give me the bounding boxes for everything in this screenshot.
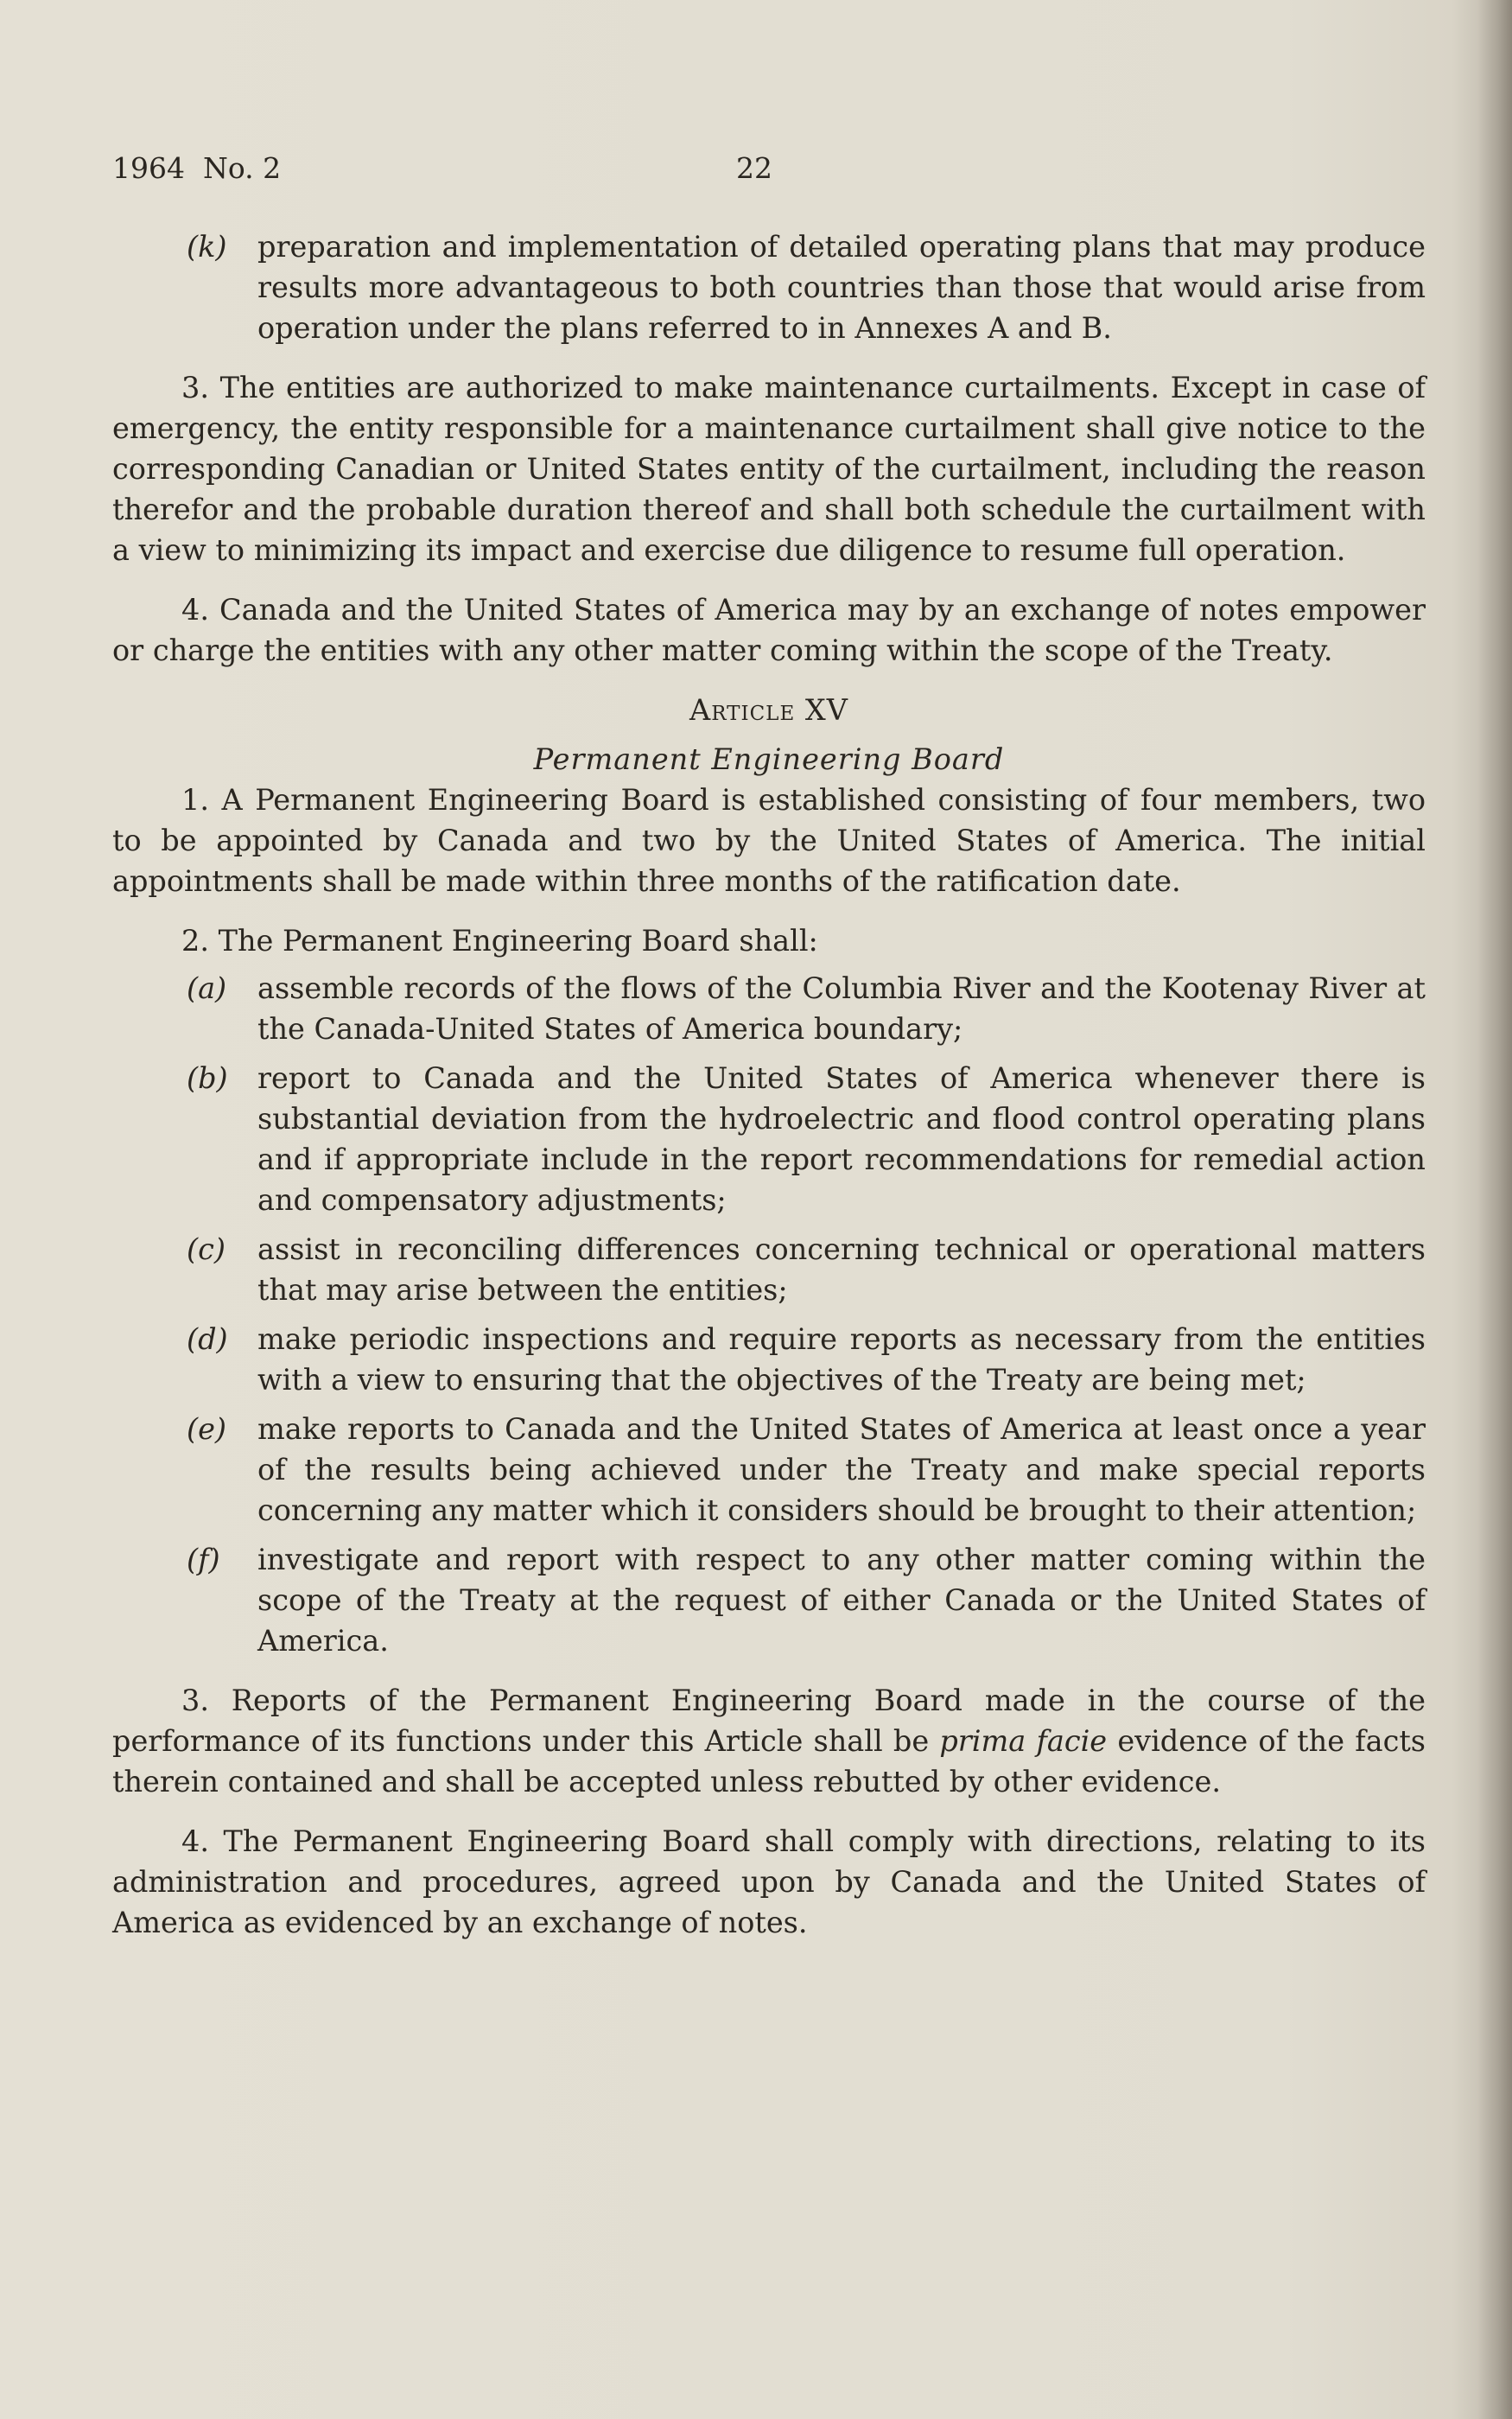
item-text: assemble records of the flows of the Columbia River and the Kootenay River at the Canada-United States of America boundary; xyxy=(257,971,1426,1046)
item-label: (k) xyxy=(187,230,227,264)
list-item-c xyxy=(112,1229,1426,1310)
item-label: (f) xyxy=(187,1543,220,1576)
article-paragraph-3: 3. Reports of the Permanent Engineering Board made in the course of the performance of its functions under this Article shall be prima facie evidence of the facts therein contained and shall be accepted unless rebutted by other evidence. xyxy=(112,1684,1426,1798)
article-paragraph-2-intro: 2. The Permanent Engineering Board shall: xyxy=(181,924,818,958)
article-paragraph-4: 4. The Permanent Engineering Board shall comply with directions, relating to its administration and procedures, agreed upon by Canada and the United States of America as evidenced by an exchange of notes. xyxy=(112,1824,1426,1939)
list-item-e xyxy=(112,1409,1426,1531)
document-body xyxy=(112,226,1426,1943)
year-number: 1964 No. 2 xyxy=(112,151,282,185)
article-subheading: Permanent Engineering Board xyxy=(533,742,1005,776)
item-label: (c) xyxy=(187,1232,226,1266)
list-item-b xyxy=(112,1058,1426,1220)
item-label: (d) xyxy=(187,1322,228,1356)
article-heading: Article XV xyxy=(689,693,848,727)
item-text: make reports to Canada and the United States of America at least once a year of the results being achieved under the Treaty and make special reports concerning any matter which it considers should be brought to their attention; xyxy=(257,1412,1426,1527)
latin-phrase: prima facie xyxy=(939,1724,1108,1758)
page-header xyxy=(112,151,1426,194)
item-text: assist in reconciling differences concerning technical or operational matters that may arise between the entities; xyxy=(257,1232,1426,1307)
list-item-k xyxy=(112,226,1426,348)
item-text: preparation and implementation of detailed operating plans that may produce results more advantageous to both countries than those that would arise from operation under the plans referred to in Annexes A and B. xyxy=(257,230,1426,345)
item-label: (a) xyxy=(187,971,227,1005)
item-label: (b) xyxy=(187,1061,228,1095)
page-number: 22 xyxy=(736,151,772,185)
item-text: report to Canada and the United States of America whenever there is substantial deviation from the hydroelectric and flood control operating plans and if appropriate include in the report recommendations for remedial action and compensatory adjustments; xyxy=(257,1061,1426,1217)
list-item-f xyxy=(112,1539,1426,1661)
item-label: (e) xyxy=(187,1412,226,1446)
list-item-d xyxy=(112,1319,1426,1400)
article-paragraph-1: 1. A Permanent Engineering Board is established consisting of four members, two to be appointed by Canada and two by the United States of America. The initial appointments shall be made within three months of the ratification date. xyxy=(112,783,1426,898)
item-text: investigate and report with respect to any other matter coming within the scope of the Treaty at the request of either Canada or the United States of America. xyxy=(257,1543,1426,1658)
paragraph-4: 4. Canada and the United States of America may by an exchange of notes empower or charge the entities with any other matter coming within the scope of the Treaty. xyxy=(112,593,1426,667)
list-item-a xyxy=(112,968,1426,1049)
paragraph-3: 3. The entities are authorized to make maintenance curtailments. Except in case of emergency, the entity responsible for a maintenance curtailment shall give notice to the corresponding Canadian or United States entity of the curtailment, including the reason therefor and the probable duration thereof and shall both schedule the curtailment with a view to minimizing its impact and exercise due diligence to resume full operation. xyxy=(112,371,1426,567)
page-edge-shadow xyxy=(1477,0,1512,2419)
item-text: make periodic inspections and require reports as necessary from the entities with a view to ensuring that the objectives of the Treaty are being met; xyxy=(257,1322,1426,1397)
